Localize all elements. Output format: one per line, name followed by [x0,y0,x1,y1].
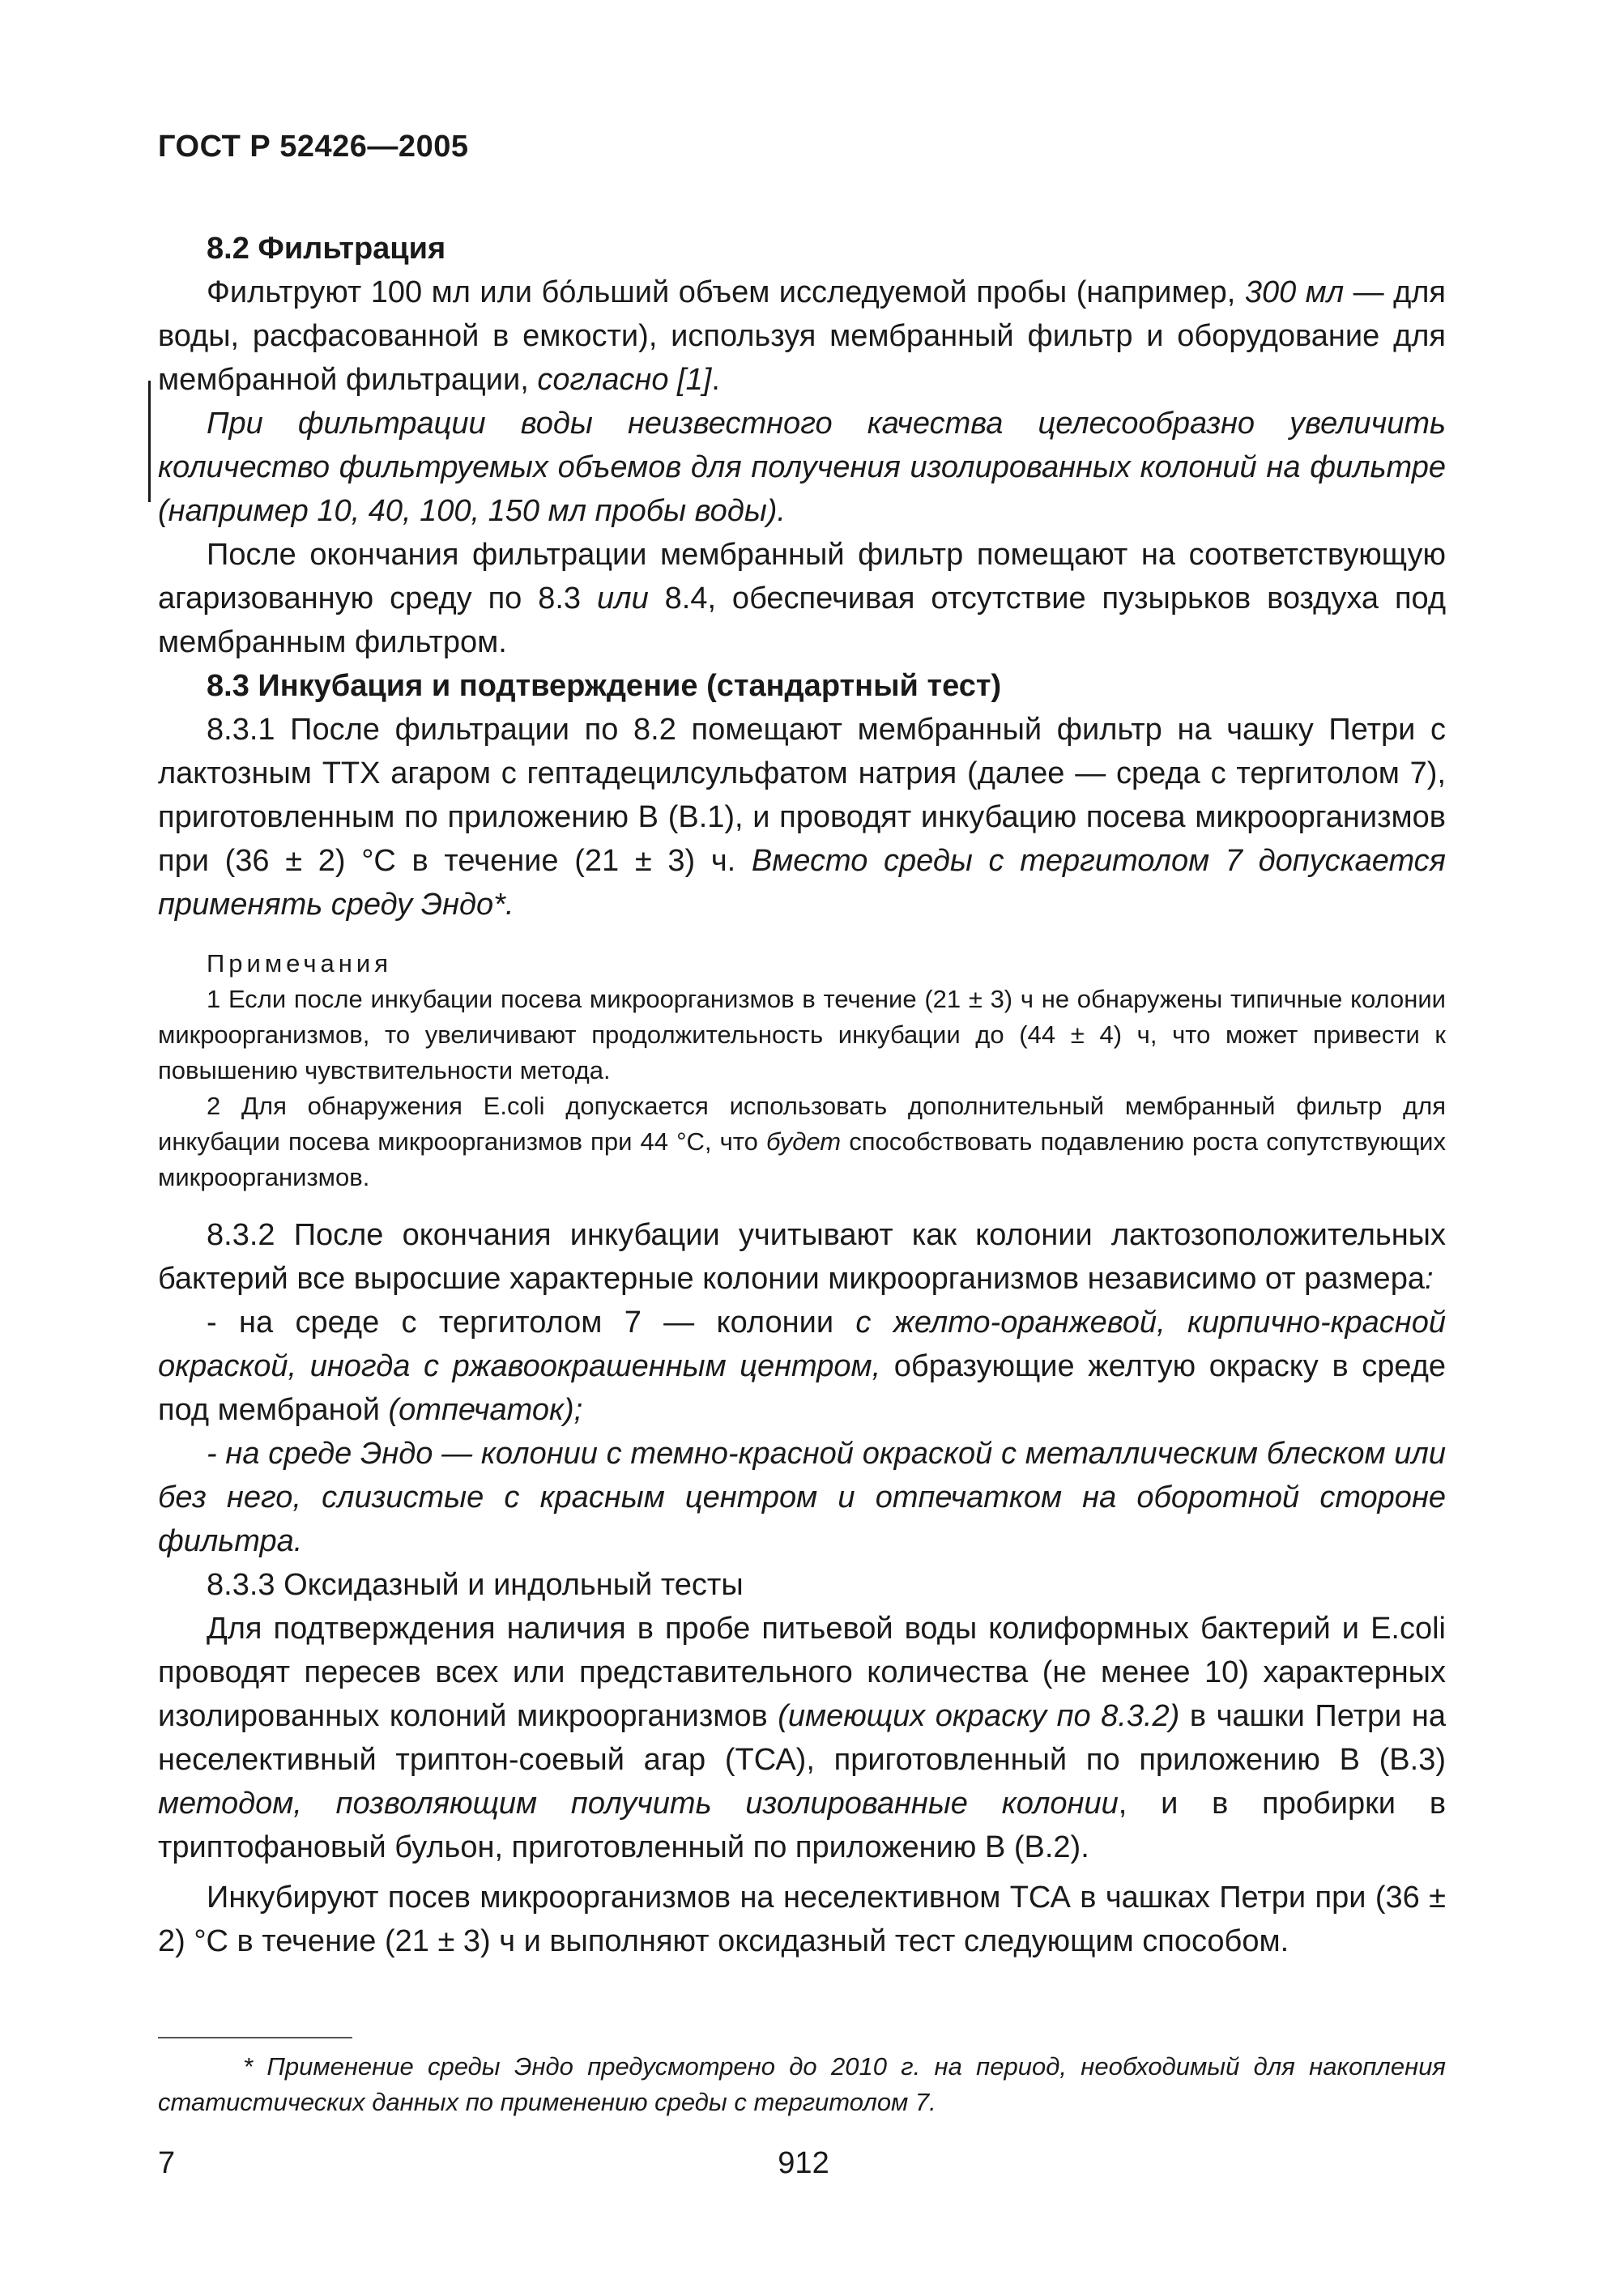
notes-title: Примечания [207,949,392,978]
section-8-2-title: 8.2 Фильтрация [207,232,446,266]
paragraph-italic: При фильтрации воды неизвестного качества целесообразно увеличить количество фильтруемых объемов для получения изолированных колоний на фильтре (например 10, 40, 100, 150 мл пробы воды). [158,407,1446,528]
paragraph: После окончания фильтрации мембранный фильтр помещают на соответствующую агаризованную среду по 8.3 или 8.4, обеспечивая отсутствие пузырьков воздуха под мембранным фильтром. [158,538,1446,659]
document-header: ГОСТ Р 52426—2005 [158,130,469,164]
paragraph: 8.3.1 После фильтрации по 8.2 помещают мембранный фильтр на чашку Петри с лактозным ТТХ агаром с гептадецилсульфатом натрия (далее — среда с тергитолом 7), приготовленным по приложению В (В.1), и проводят инкубацию посева микроорганизмов при (36 ± 2) °С в течение (21 ± 3) ч. Вместо среды с тергитолом 7 допускается применять среду Эндо*. [158,713,1446,922]
paragraph: Фильтруют 100 мл или бо́льший объем исследуемой пробы (например, 300 мл — для воды, расфасованной в емкости), используя мембранный фильтр и оборудование для мембранной фильтрации, согласно [1]. [158,275,1446,397]
note-1: 1 Если после инкубации посева микроорганизмов в течение (21 ± 3) ч не обнаружены типичные колонии микроорганизмов, то увеличивают продолжительность инкубации до (44 ± 4) ч, что может привести к повышению чувствительности метода. [158,985,1446,1084]
note-2: 2 Для обнаружения E.coli допускается использовать дополнительный мембранный фильтр для инкубации посева микроорганизмов при 44 °С, что будет способствовать подавлению роста сопутствующих микроорганизмов. [158,1092,1446,1191]
footnote: * Применение среды Эндо предусмотрено до 2010 г. на период, необходимый для накопления статистических данных по применению среды с тергитолом 7. [158,2052,1446,2116]
subsection-8-3-3-title: 8.3.3 Оксидазный и индольный тесты [207,1568,744,1602]
list-item: - на среде с тергитолом 7 — колонии с желто-оранжевой, кирпично-красной окраской, иногда с ржавоокрашенным центром, образующие желтую окраску в среде под мембраной (отпечаток); [158,1306,1447,1427]
sheet-number: 912 [778,2146,829,2180]
section-8-3-title: 8.3 Инкубация и подтверждение (стандартный тест) [207,669,1002,703]
paragraph: Инкубируют посев микроорганизмов на неселективном ТСА в чашках Петри при (36 ± 2) °С в течение (21 ± 3) ч и выполняют оксидазный тест следующим способом. [158,1881,1446,1958]
footnote-divider [158,2037,352,2038]
paragraph: 8.3.2 После окончания инкубации учитывают как колонии лактозоположительных бактерий все выросшие характерные колонии микроорганизмов независимо от размера: [158,1218,1446,1296]
page-number: 7 [158,2146,176,2180]
list-item: - на среде Эндо — колонии с темно-красной окраской с металлическим блеском или без него, слизистые с красным центром и отпечатком на оборотной стороне фильтра. [158,1437,1446,1558]
change-bar [148,381,151,502]
paragraph: Для подтверждения наличия в пробе питьевой воды колиформных бактерий и E.coli проводят пересев всех или представительного количества (не менее 10) характерных изолированных колоний микроорганизмов (имеющих окраску по 8.3.2) в чашки Петри на неселективный триптон-соевый агар (ТСА), приготовленный по приложению В (В.3) методом, позволяющим получить изолированные колонии, и в пробирки в триптофановый бульон, приготовленный по приложению В (В.2). [158,1612,1446,1864]
document-body [158,227,1446,1963]
